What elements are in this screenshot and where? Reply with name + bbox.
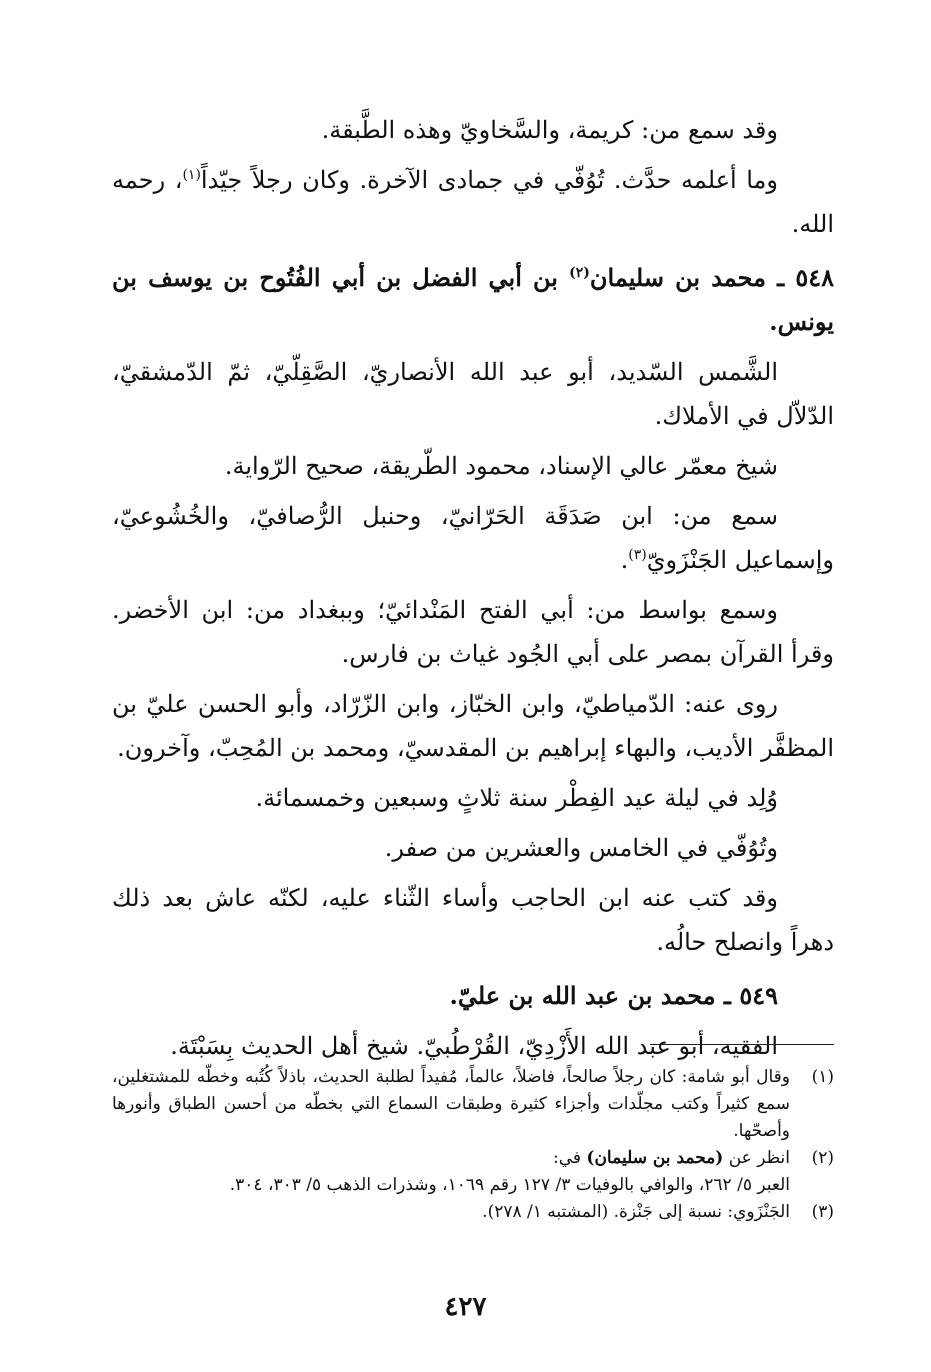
footnote-1	[112, 1064, 834, 1145]
footnote-number: (١)	[811, 1067, 834, 1087]
footnote-text	[112, 1145, 790, 1199]
footnote-subject: (محمد بن سليمان)	[586, 1148, 724, 1168]
entry-number: ٥٤٨	[795, 263, 835, 292]
paragraph	[112, 158, 834, 246]
paragraph	[112, 682, 834, 770]
entry-name: محمد بن عبد الله بن عليّ.	[449, 981, 716, 1010]
paragraph	[112, 350, 834, 438]
paragraph	[112, 108, 834, 152]
paragraph	[112, 1024, 834, 1068]
paragraph-text: سمع من: ابن صَدَقَة الحَرّانيّ، وحنبل الرُّصافيّ، والخُشُوعيّ، وإسماعيل الجَنْزَويّ	[112, 502, 834, 574]
paragraph	[112, 876, 834, 964]
entry-dash: ـ	[766, 263, 796, 292]
footnote-2	[112, 1145, 834, 1199]
entry-heading-549	[112, 974, 834, 1018]
footnote-text: الجَنْزَوي: نسبة إلى جَنْزة. (المشتبه ١/ ٢٧٨).	[482, 1202, 790, 1222]
paragraph-text: روى عنه: الدّمياطيّ، وابن الخبّاز، وابن الزّرّاد، وأبو الحسن عليّ بن المظفَّر الأديب، والبهاء إبراهيم بن المقدسيّ، ومحمد بن المُحِبّ، وآخرون.	[112, 690, 834, 762]
footnotes-section	[112, 1064, 834, 1226]
footnote-sources: العبر ٥/ ٢٦٢، والوافي بالوفيات ٣/ ١٢٧ رقم ١٠٦٩، وشذرات الذهب ٥/ ٣٠٣، ٣٠٤.	[229, 1175, 790, 1195]
paragraph	[112, 444, 834, 488]
footnote-text: وقال أبو شامة: كان رجلاً صالحاً، فاضلاً، عالماً، مُفيداً لطلبة الحديث، باذلاً كُتُبه وخطّه للمشتغلين، سمع كثيراً وكتب مجلّدات وأجزاء كثيرة وطبقات السماع التي بخطّه من أحسن الطباق وأنورها وأصحّها.	[112, 1067, 790, 1141]
paragraph-text: وقد سمع من: كريمة، والسَّخاويّ وهذه الطَّبقة.	[321, 116, 778, 144]
paragraph	[112, 826, 834, 870]
footnote-marker[interactable]: (٢)	[569, 265, 590, 281]
paragraph-text: وسمع بواسط من: أبي الفتح المَنْدائيّ؛ وببغداد من: ابن الأخضر. وقرأ القرآن بمصر على أبي الجُود غياث بن فارس.	[112, 596, 834, 668]
entry-name: محمد بن سليمان	[589, 263, 767, 292]
paragraph-text: ، رحمه الله.	[112, 166, 834, 238]
paragraph-text: .	[620, 546, 629, 574]
paragraph	[112, 588, 834, 676]
footnote-text-suffix: في:	[552, 1148, 587, 1168]
footnote-marker[interactable]: (١)	[182, 167, 201, 183]
main-text	[112, 108, 834, 1068]
footnote-divider	[650, 1044, 834, 1045]
footnote-marker[interactable]: (٣)	[628, 547, 647, 563]
paragraph-text: الشَّمس السّديد، أبو عبد الله الأنصاريّ، الصَّقِلّيّ، ثمّ الدّمشقيّ، الدّلاّل في الأملاك.	[112, 358, 834, 430]
paragraph	[112, 776, 834, 820]
paragraph-text: وتُوُفّي في الخامس والعشرين من صفر.	[384, 834, 778, 862]
footnote-number: (٢)	[811, 1148, 834, 1168]
footnote-3	[112, 1199, 834, 1226]
paragraph-text: وُلِد في ليلة عيد الفِطْر سنة ثلاثٍ وسبعين وخمسمائة.	[255, 784, 778, 812]
paragraph-text: الفقيه، أبو عبد الله الأَزْدِيّ، القُرْطُبيّ. شيخ أهل الحديث بِسَبْتَة.	[170, 1032, 778, 1060]
footnote-number: (٣)	[811, 1202, 834, 1222]
paragraph-text: وقد كتب عنه ابن الحاجب وأساء الثّناء عليه، لكنّه عاش بعد ذلك دهراً وانصلح حالُه.	[112, 884, 834, 956]
paragraph-text: وما أعلمه حدَّث. تُوُفّي في جمادى الآخرة. وكان رجلاً جيّداً	[200, 166, 778, 194]
paragraph	[112, 494, 834, 582]
entry-heading-548	[112, 256, 834, 344]
footnote-line	[112, 1145, 790, 1172]
footnote-text-prefix: انظر عن	[723, 1148, 790, 1168]
entry-number: ٥٤٩	[739, 981, 778, 1010]
entry-dash: ـ	[715, 981, 740, 1010]
paragraph-text: شيخ معمّر عالي الإسناد، محمود الطّريقة، صحيح الرّواية.	[224, 452, 778, 480]
entry-name: بن أبي الفضل بن أبي الفُتُوح بن يوسف بن يونس.	[112, 263, 834, 336]
page-number: ٤٢٧	[444, 1292, 487, 1322]
